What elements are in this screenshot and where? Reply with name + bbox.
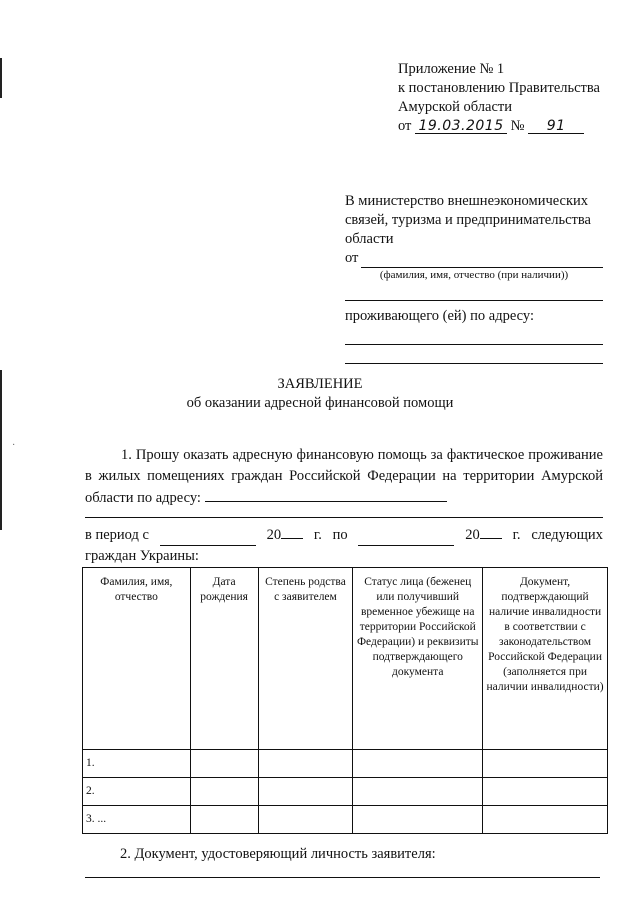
scan-dot: · xyxy=(12,440,16,451)
addressee-line: В министерство внешнеэкономических xyxy=(345,193,589,209)
handwritten-number: 91 xyxy=(528,119,584,134)
table-cell[interactable] xyxy=(353,778,483,806)
table-row xyxy=(83,778,608,806)
table-cell[interactable] xyxy=(190,778,258,806)
paragraph-1-text-block xyxy=(85,445,603,509)
table-header-row xyxy=(83,568,608,750)
applicant-name-caption: (фамилия, имя, отчество (при наличии)) xyxy=(379,269,569,281)
table-cell[interactable] xyxy=(258,806,353,834)
addressee-block xyxy=(345,192,603,364)
row-number-cell[interactable]: 1. xyxy=(83,750,191,778)
following-label: следующих xyxy=(531,527,603,543)
addressee-line: области xyxy=(345,231,394,247)
row-number-cell[interactable]: 2. xyxy=(83,778,191,806)
table-cell[interactable] xyxy=(483,778,608,806)
addressee-line: связей, туризма и предпринимательства xyxy=(345,212,591,228)
table-cell[interactable] xyxy=(483,806,608,834)
start-year-field[interactable] xyxy=(281,524,303,539)
from-row xyxy=(345,249,603,268)
table-row xyxy=(83,750,608,778)
year-suffix: г. xyxy=(313,527,322,543)
residence-address-field[interactable] xyxy=(345,345,603,364)
table-cell[interactable] xyxy=(483,750,608,778)
address-continuation-field[interactable] xyxy=(85,509,603,518)
period-start-label: в период с xyxy=(85,527,149,543)
appendix-line: Приложение № 1 xyxy=(398,61,505,77)
scan-edge-mark xyxy=(0,58,2,98)
period-start-field[interactable] xyxy=(160,531,256,546)
handwritten-date: 19.03.2015 xyxy=(415,119,507,134)
appendix-block xyxy=(398,60,600,136)
document-title xyxy=(0,375,640,413)
period-end-field[interactable] xyxy=(358,531,454,546)
from-prefix: от xyxy=(345,250,359,266)
column-header: Фамилия, имя, отчество xyxy=(83,568,191,750)
year-suffix: г. xyxy=(512,527,521,543)
column-header: Степень родства с заявителем xyxy=(258,568,353,750)
column-header: Документ, подтверждающий наличие инвалидности в соответствии с законодательством Российской Федерации (заполняется при наличии инвалидности) xyxy=(483,568,608,750)
table-cell[interactable] xyxy=(258,778,353,806)
table-cell[interactable] xyxy=(353,806,483,834)
year-prefix: 20 xyxy=(266,527,282,543)
paragraph-1 xyxy=(85,445,603,567)
title-heading: ЗАЯВЛЕНИЕ xyxy=(277,376,363,392)
column-header: Статус лица (беженец или получивший временное убежище на территории Российской Федерации) и реквизиты подтверждающего документа xyxy=(353,568,483,750)
table-cell[interactable] xyxy=(258,750,353,778)
appendix-line: Амурской области xyxy=(398,99,512,115)
applicant-name-field[interactable] xyxy=(361,252,603,268)
table-cell[interactable] xyxy=(190,806,258,834)
period-to-label: по xyxy=(332,527,348,543)
end-year-field[interactable] xyxy=(480,524,502,539)
identity-document-field[interactable] xyxy=(85,877,600,878)
column-header: Дата рождения xyxy=(190,568,258,750)
residence-address-field[interactable] xyxy=(345,326,603,345)
title-subheading: об оказании адресной финансовой помощи xyxy=(186,395,454,411)
table-row xyxy=(83,806,608,834)
row-number-cell[interactable]: 3. ... xyxy=(83,806,191,834)
appendix-date-row xyxy=(398,117,600,136)
residence-label: проживающего (ей) по адресу: xyxy=(345,300,603,326)
date-prefix: от xyxy=(398,118,412,134)
appendix-line: к постановлению Правительства xyxy=(398,80,600,96)
table-cell[interactable] xyxy=(353,750,483,778)
actual-address-field[interactable] xyxy=(205,487,447,502)
period-row xyxy=(85,524,603,546)
table-cell[interactable] xyxy=(190,750,258,778)
paragraph-1-text: 1. Прошу оказать адресную финансовую помощь за фактическое проживание в жилых помещениях граждан Российской Федерации на территории Амурской области по адресу: xyxy=(85,447,603,506)
year-prefix: 20 xyxy=(465,527,480,543)
paragraph-1-ending: граждан Украины: xyxy=(85,548,199,564)
citizens-table xyxy=(82,567,608,834)
number-prefix: № xyxy=(510,118,525,134)
paragraph-2: 2. Документ, удостоверяющий личность заявителя: xyxy=(120,846,436,862)
